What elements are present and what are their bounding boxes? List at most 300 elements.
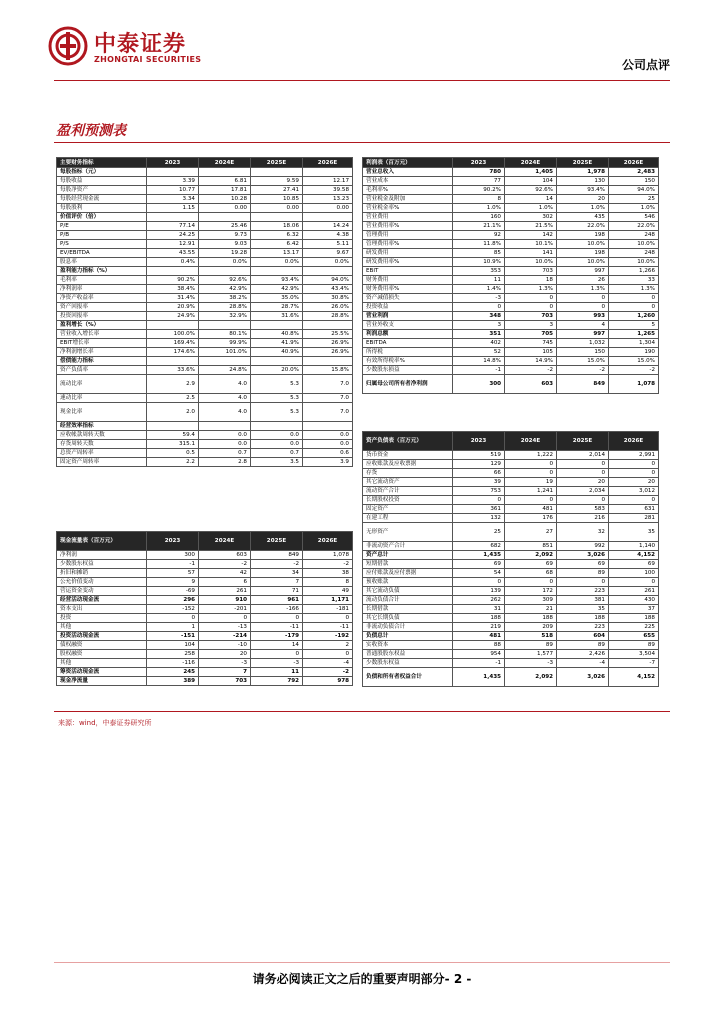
table-row bbox=[363, 469, 659, 478]
row-value: 31 bbox=[453, 605, 505, 614]
row-label: 研发费用率% bbox=[363, 258, 453, 267]
row-value: 258 bbox=[147, 650, 199, 659]
row-value: -13 bbox=[199, 623, 251, 632]
row-value: 1.4% bbox=[453, 285, 505, 294]
row-label: 盈利增长（%） bbox=[57, 321, 147, 330]
row-value: 604 bbox=[557, 632, 609, 641]
row-value: 22.0% bbox=[557, 222, 609, 231]
row-label: 存货周转天数 bbox=[57, 440, 147, 449]
cashflow-header-cell: 2023 bbox=[147, 532, 199, 551]
table-row bbox=[57, 357, 353, 366]
row-label: 资产负债率 bbox=[57, 366, 147, 375]
row-label: 每股收益 bbox=[57, 177, 147, 186]
row-value bbox=[199, 168, 251, 177]
row-value bbox=[199, 422, 251, 431]
row-value bbox=[251, 422, 303, 431]
row-label: 营业总收入 bbox=[363, 168, 453, 177]
row-value: 1.15 bbox=[147, 204, 199, 213]
brand-name-en: ZHONGTAI SECURITIES bbox=[94, 55, 202, 64]
row-value: 0.0% bbox=[303, 258, 353, 267]
row-value: 33.6% bbox=[147, 366, 199, 375]
row-value: 150 bbox=[557, 348, 609, 357]
row-value: 631 bbox=[609, 505, 659, 514]
row-value: 6.42 bbox=[251, 240, 303, 249]
row-value: -192 bbox=[303, 632, 353, 641]
table-row bbox=[57, 650, 353, 659]
table-row bbox=[57, 375, 353, 394]
row-label: 折旧和摊销 bbox=[57, 569, 147, 578]
row-value: 1.3% bbox=[609, 285, 659, 294]
row-value: 10.0% bbox=[609, 258, 659, 267]
row-value: 1,078 bbox=[303, 551, 353, 560]
balance-sheet-header-cell: 2024E bbox=[505, 432, 557, 451]
row-label: 筹资活动现金流 bbox=[57, 668, 147, 677]
row-value: 0 bbox=[505, 460, 557, 469]
row-value: 5.3 bbox=[251, 403, 303, 422]
row-value: 77.14 bbox=[147, 222, 199, 231]
row-value: 66 bbox=[453, 469, 505, 478]
row-value: 88 bbox=[453, 641, 505, 650]
row-value bbox=[251, 213, 303, 222]
row-value: 0 bbox=[251, 650, 303, 659]
row-value: 3 bbox=[505, 321, 557, 330]
row-value: 42 bbox=[199, 569, 251, 578]
row-value: 32 bbox=[557, 523, 609, 542]
row-value: 1,435 bbox=[453, 668, 505, 687]
row-label: 流动负债合计 bbox=[363, 596, 453, 605]
table-row bbox=[57, 348, 353, 357]
row-value bbox=[251, 357, 303, 366]
row-value: 245 bbox=[147, 668, 199, 677]
cashflow-header-cell: 2025E bbox=[251, 532, 303, 551]
row-label: 毛利率 bbox=[57, 276, 147, 285]
row-value: 59.4 bbox=[147, 431, 199, 440]
row-value: 160 bbox=[453, 213, 505, 222]
row-value: 0.0% bbox=[199, 258, 251, 267]
row-label: 非流动负债合计 bbox=[363, 623, 453, 632]
source-divider bbox=[54, 711, 670, 712]
table-row bbox=[363, 560, 659, 569]
row-value: 0.0 bbox=[199, 431, 251, 440]
row-value: 481 bbox=[505, 505, 557, 514]
row-value: 2 bbox=[303, 641, 353, 650]
row-value: 11.8% bbox=[453, 240, 505, 249]
row-label: 财务费用 bbox=[363, 276, 453, 285]
row-value: 0 bbox=[453, 496, 505, 505]
row-value: 38 bbox=[303, 569, 353, 578]
row-value: 19.28 bbox=[199, 249, 251, 258]
row-value: 1.0% bbox=[609, 204, 659, 213]
row-value: 26.0% bbox=[303, 303, 353, 312]
row-value: 2,991 bbox=[609, 451, 659, 460]
row-value: 18 bbox=[505, 276, 557, 285]
row-value: 682 bbox=[453, 542, 505, 551]
row-value: -3 bbox=[505, 659, 557, 668]
table-row bbox=[363, 659, 659, 668]
brand-name-cn: 中泰证券 bbox=[94, 32, 187, 57]
row-value: 26.9% bbox=[303, 348, 353, 357]
row-value: 705 bbox=[505, 330, 557, 339]
row-value: 94.0% bbox=[609, 186, 659, 195]
row-label: 每股指标（元） bbox=[57, 168, 147, 177]
row-value: 300 bbox=[147, 551, 199, 560]
row-value: 15.0% bbox=[557, 357, 609, 366]
row-value: 0.6 bbox=[303, 449, 353, 458]
footer-disclaimer: 请务必阅读正文之后的重要声明部分 bbox=[252, 972, 445, 986]
row-value: 1,266 bbox=[609, 267, 659, 276]
page-number: - 2 - bbox=[444, 972, 472, 986]
table-row bbox=[57, 605, 353, 614]
cashflow-table bbox=[56, 531, 353, 686]
row-value: 18.06 bbox=[251, 222, 303, 231]
row-label: 归属母公司所有者净利润 bbox=[363, 375, 453, 394]
row-value: 99.9% bbox=[199, 339, 251, 348]
row-value: 10.85 bbox=[251, 195, 303, 204]
row-label: 其它流动负债 bbox=[363, 587, 453, 596]
table-row bbox=[363, 623, 659, 632]
table-row bbox=[363, 551, 659, 560]
table-row bbox=[57, 668, 353, 677]
row-value: 89 bbox=[557, 569, 609, 578]
row-label: 每股净资产 bbox=[57, 186, 147, 195]
table-row bbox=[363, 294, 659, 303]
table-row bbox=[363, 267, 659, 276]
row-value: 41.9% bbox=[251, 339, 303, 348]
table-row bbox=[363, 186, 659, 195]
table-row bbox=[363, 240, 659, 249]
row-value: 43.55 bbox=[147, 249, 199, 258]
row-value: 141 bbox=[505, 249, 557, 258]
row-label: 管理费用率% bbox=[363, 240, 453, 249]
table-row bbox=[363, 330, 659, 339]
row-value: 348 bbox=[453, 312, 505, 321]
row-value: 92 bbox=[453, 231, 505, 240]
row-value: 315.1 bbox=[147, 440, 199, 449]
table-row bbox=[57, 569, 353, 578]
row-value: 10.0% bbox=[505, 258, 557, 267]
cashflow-header-cell: 2024E bbox=[199, 532, 251, 551]
table-row bbox=[363, 312, 659, 321]
row-value: 24.9% bbox=[147, 312, 199, 321]
row-value: 93.4% bbox=[251, 276, 303, 285]
row-value: -2 bbox=[303, 668, 353, 677]
row-value: 101.0% bbox=[199, 348, 251, 357]
row-value: 89 bbox=[505, 641, 557, 650]
table-row bbox=[363, 222, 659, 231]
row-label: 实收资本 bbox=[363, 641, 453, 650]
row-value: 105 bbox=[505, 348, 557, 357]
cashflow-header-cell: 现金流量表（百万元） bbox=[57, 532, 147, 551]
row-value: 69 bbox=[453, 560, 505, 569]
table-row bbox=[363, 213, 659, 222]
row-value: 849 bbox=[251, 551, 303, 560]
row-label: 非流动资产合计 bbox=[363, 542, 453, 551]
table-row bbox=[363, 542, 659, 551]
row-value: 12.91 bbox=[147, 240, 199, 249]
row-value: 34 bbox=[251, 569, 303, 578]
row-label: 少数股东权益 bbox=[57, 560, 147, 569]
table-row bbox=[363, 204, 659, 213]
row-value: 353 bbox=[453, 267, 505, 276]
row-value: 7.0 bbox=[303, 403, 353, 422]
row-label: 资产减值损失 bbox=[363, 294, 453, 303]
row-value: 104 bbox=[505, 177, 557, 186]
table-row bbox=[57, 677, 353, 686]
balance-sheet-header-cell: 资产负债表（百万元） bbox=[363, 432, 453, 451]
row-value: 24.25 bbox=[147, 231, 199, 240]
table-row bbox=[57, 623, 353, 632]
row-value: 10.0% bbox=[557, 240, 609, 249]
row-value: 35 bbox=[557, 605, 609, 614]
row-value: 198 bbox=[557, 249, 609, 258]
row-value: -214 bbox=[199, 632, 251, 641]
row-value: -7 bbox=[609, 659, 659, 668]
table-row bbox=[57, 330, 353, 339]
row-label: 净资产收益率 bbox=[57, 294, 147, 303]
row-value: 0 bbox=[303, 650, 353, 659]
table-row bbox=[363, 366, 659, 375]
row-label: 营业税金率% bbox=[363, 204, 453, 213]
row-label: 速动比率 bbox=[57, 394, 147, 403]
row-value: 745 bbox=[505, 339, 557, 348]
row-value: 49 bbox=[303, 587, 353, 596]
row-value: 997 bbox=[557, 267, 609, 276]
row-label: 无形资产 bbox=[363, 523, 453, 542]
row-value bbox=[199, 267, 251, 276]
balance-sheet-table bbox=[362, 431, 659, 687]
row-value: -2 bbox=[505, 366, 557, 375]
row-value: 0 bbox=[557, 578, 609, 587]
row-value: 9.73 bbox=[199, 231, 251, 240]
row-value: 481 bbox=[453, 632, 505, 641]
row-value: 4.0 bbox=[199, 394, 251, 403]
row-value: 11 bbox=[453, 276, 505, 285]
row-label: 管理费用 bbox=[363, 231, 453, 240]
row-value: 10.9% bbox=[453, 258, 505, 267]
row-value: 10.0% bbox=[557, 258, 609, 267]
row-label: 投资回报率 bbox=[57, 312, 147, 321]
row-value: 40.9% bbox=[251, 348, 303, 357]
row-value: 90.2% bbox=[147, 276, 199, 285]
row-label: 存货 bbox=[363, 469, 453, 478]
row-value: 129 bbox=[453, 460, 505, 469]
row-value: 849 bbox=[557, 375, 609, 394]
table-row bbox=[363, 460, 659, 469]
table-row bbox=[57, 551, 353, 560]
row-value: 4,152 bbox=[609, 551, 659, 560]
row-value: 39 bbox=[453, 478, 505, 487]
footer-divider bbox=[54, 962, 670, 963]
row-value bbox=[147, 168, 199, 177]
row-label: EBIT增长率 bbox=[57, 339, 147, 348]
row-value: 169.4% bbox=[147, 339, 199, 348]
row-value: 2,426 bbox=[557, 650, 609, 659]
table-row bbox=[57, 177, 353, 186]
row-value: -10 bbox=[199, 641, 251, 650]
row-value: 1,171 bbox=[303, 596, 353, 605]
row-value: 954 bbox=[453, 650, 505, 659]
row-value: 35.0% bbox=[251, 294, 303, 303]
table-row bbox=[363, 578, 659, 587]
income-statement-header-cell: 2023 bbox=[453, 158, 505, 168]
row-value: -181 bbox=[303, 605, 353, 614]
row-value: 993 bbox=[557, 312, 609, 321]
row-value: 248 bbox=[609, 231, 659, 240]
row-label: 投资活动现金流 bbox=[57, 632, 147, 641]
table-row bbox=[363, 487, 659, 496]
table-row bbox=[363, 168, 659, 177]
row-value: 5.3 bbox=[251, 394, 303, 403]
row-value: 519 bbox=[453, 451, 505, 460]
row-value: 69 bbox=[557, 560, 609, 569]
table-row bbox=[363, 605, 659, 614]
row-value: 11 bbox=[251, 668, 303, 677]
table-row bbox=[57, 249, 353, 258]
row-value: -11 bbox=[251, 623, 303, 632]
section-divider bbox=[54, 142, 670, 143]
row-value: 0 bbox=[557, 469, 609, 478]
row-value: 7 bbox=[199, 668, 251, 677]
row-value: 0 bbox=[557, 496, 609, 505]
table-row bbox=[363, 339, 659, 348]
table-row bbox=[363, 177, 659, 186]
row-value: -11 bbox=[303, 623, 353, 632]
row-label: 营运资金变动 bbox=[57, 587, 147, 596]
row-value: 0 bbox=[557, 294, 609, 303]
table-row bbox=[363, 514, 659, 523]
row-value: 1.3% bbox=[557, 285, 609, 294]
row-value: 1,260 bbox=[609, 312, 659, 321]
row-value: 4.38 bbox=[303, 231, 353, 240]
row-label: 其他 bbox=[57, 659, 147, 668]
row-label: 在建工程 bbox=[363, 514, 453, 523]
row-value: 7.0 bbox=[303, 394, 353, 403]
row-label: 营业费用 bbox=[363, 213, 453, 222]
row-label: 净利润 bbox=[57, 551, 147, 560]
row-value: -3 bbox=[199, 659, 251, 668]
balance-sheet-header-row bbox=[363, 432, 659, 451]
row-value: 2.2 bbox=[147, 458, 199, 467]
table-row bbox=[57, 587, 353, 596]
financial-indicators-header-cell: 主要财务指标 bbox=[57, 158, 147, 168]
financial-indicators-header-cell: 2023 bbox=[147, 158, 199, 168]
zhongtai-logo-icon bbox=[48, 26, 88, 66]
row-label: 其他 bbox=[57, 623, 147, 632]
row-value: 13.17 bbox=[251, 249, 303, 258]
row-value: 4.0 bbox=[199, 375, 251, 394]
row-value: 0.7 bbox=[251, 449, 303, 458]
row-value: 1.0% bbox=[557, 204, 609, 213]
row-value bbox=[251, 168, 303, 177]
row-value: 703 bbox=[199, 677, 251, 686]
row-value: 0 bbox=[505, 469, 557, 478]
row-value: 14 bbox=[251, 641, 303, 650]
row-value: 300 bbox=[453, 375, 505, 394]
document-type: 公司点评 bbox=[621, 58, 670, 72]
row-value: 40.8% bbox=[251, 330, 303, 339]
row-value: 89 bbox=[557, 641, 609, 650]
row-label: 营业收入增长率 bbox=[57, 330, 147, 339]
header-divider bbox=[54, 80, 670, 81]
table-row bbox=[363, 596, 659, 605]
row-value: 33 bbox=[609, 276, 659, 285]
row-value: 851 bbox=[505, 542, 557, 551]
row-label: 货币资金 bbox=[363, 451, 453, 460]
row-value: -4 bbox=[303, 659, 353, 668]
row-value: 1,241 bbox=[505, 487, 557, 496]
row-label: 公允价值变动 bbox=[57, 578, 147, 587]
row-value: 24.8% bbox=[199, 366, 251, 375]
table-row bbox=[363, 451, 659, 460]
row-value: 31.6% bbox=[251, 312, 303, 321]
row-value: 1,435 bbox=[453, 551, 505, 560]
row-value: 9.59 bbox=[251, 177, 303, 186]
financial-indicators-header-cell: 2026E bbox=[303, 158, 353, 168]
row-label: 股息率 bbox=[57, 258, 147, 267]
row-value: 25.5% bbox=[303, 330, 353, 339]
row-value: 35 bbox=[609, 523, 659, 542]
row-value: 351 bbox=[453, 330, 505, 339]
row-value: -166 bbox=[251, 605, 303, 614]
row-value: 430 bbox=[609, 596, 659, 605]
row-value: 6.81 bbox=[199, 177, 251, 186]
row-value: 978 bbox=[303, 677, 353, 686]
row-label: 经营活动现金流 bbox=[57, 596, 147, 605]
row-value: 0 bbox=[609, 496, 659, 505]
row-value: 6.32 bbox=[251, 231, 303, 240]
row-label: 少数股东权益 bbox=[363, 659, 453, 668]
row-value: 1,577 bbox=[505, 650, 557, 659]
row-value bbox=[147, 267, 199, 276]
row-value: -2 bbox=[609, 366, 659, 375]
table-row bbox=[363, 321, 659, 330]
table-row bbox=[363, 523, 659, 542]
table-row bbox=[57, 403, 353, 422]
row-value: 4.0 bbox=[199, 403, 251, 422]
row-value: 0 bbox=[453, 578, 505, 587]
row-value: 2,483 bbox=[609, 168, 659, 177]
footer bbox=[0, 970, 724, 987]
row-value: 7.0 bbox=[303, 375, 353, 394]
row-value: 14.8% bbox=[453, 357, 505, 366]
row-value: 54 bbox=[453, 569, 505, 578]
row-value bbox=[199, 357, 251, 366]
cashflow-header-cell: 2026E bbox=[303, 532, 353, 551]
row-label: 预收账款 bbox=[363, 578, 453, 587]
row-value: 20 bbox=[557, 478, 609, 487]
row-value: 69 bbox=[505, 560, 557, 569]
row-value: 10.28 bbox=[199, 195, 251, 204]
row-value: -179 bbox=[251, 632, 303, 641]
row-value: 209 bbox=[505, 623, 557, 632]
row-label: 营业税金及附加 bbox=[363, 195, 453, 204]
table-row bbox=[363, 587, 659, 596]
row-label: 负债总计 bbox=[363, 632, 453, 641]
row-value: 1,405 bbox=[505, 168, 557, 177]
table-row bbox=[363, 375, 659, 394]
financial-indicators-table bbox=[56, 157, 353, 467]
table-row bbox=[363, 505, 659, 514]
row-label: 财务费用率% bbox=[363, 285, 453, 294]
row-label: 所得税 bbox=[363, 348, 453, 357]
row-value: 0.0 bbox=[303, 440, 353, 449]
table-row bbox=[57, 449, 353, 458]
row-value: 0.0 bbox=[251, 440, 303, 449]
table-row bbox=[57, 440, 353, 449]
table-row bbox=[363, 478, 659, 487]
row-value: 28.7% bbox=[251, 303, 303, 312]
row-value: 14 bbox=[505, 195, 557, 204]
